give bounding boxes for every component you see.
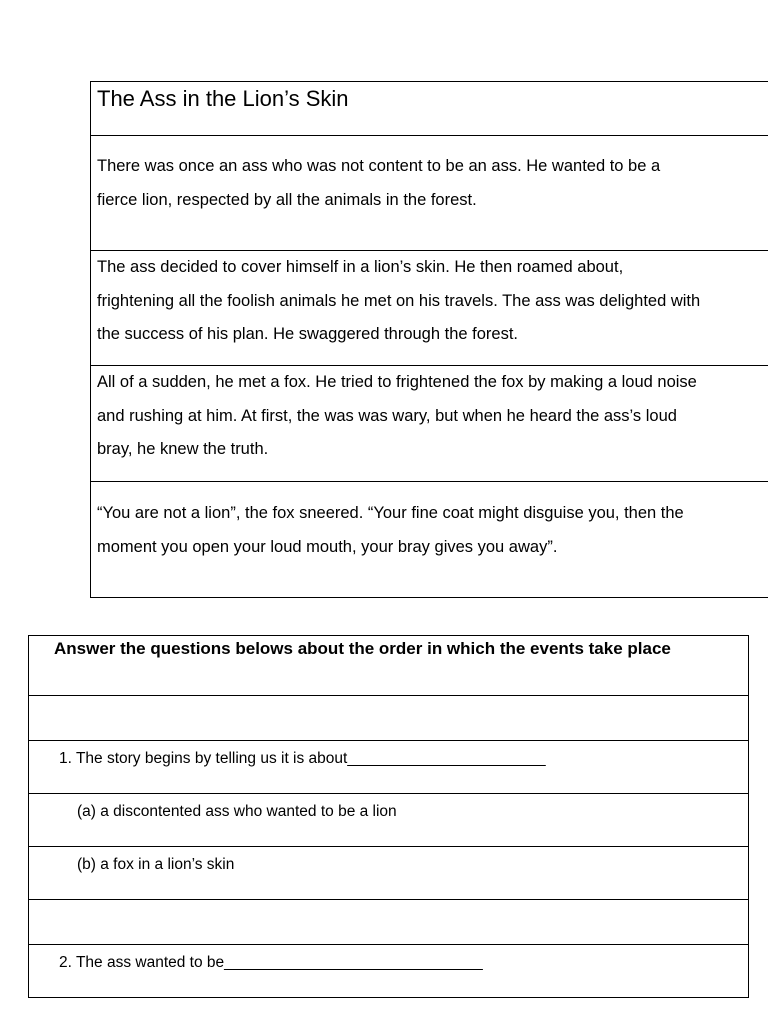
blank-row xyxy=(29,900,749,945)
line: All of a sudden, he met a fox. He tried to frightened the fox by making a loud noise xyxy=(97,373,697,391)
line: fierce lion, respected by all the animals in the forest. xyxy=(97,190,477,209)
question-1-option-a: (a) a discontented ass who wanted to be a lion xyxy=(29,794,749,847)
story-paragraph-2 xyxy=(91,251,768,366)
question-2: 2. The ass wanted to be______________________________ xyxy=(29,945,749,998)
line: moment you open your loud mouth, your bray gives you away”. xyxy=(97,537,558,556)
line: The ass decided to cover himself in a lion’s skin. He then roamed about, xyxy=(97,258,624,276)
line: frightening all the foolish animals he met on his travels. The ass was delighted with xyxy=(97,291,701,310)
question-1-option-b: (b) a fox in a lion’s skin xyxy=(29,847,749,900)
line: the success of his plan. He swaggered through the forest. xyxy=(97,325,518,343)
line: bray, he knew the truth. xyxy=(97,440,269,458)
story-title: The Ass in the Lion’s Skin xyxy=(91,82,768,136)
question-1: 1. The story begins by telling us it is about_______________________ xyxy=(29,741,749,794)
blank-row xyxy=(29,696,749,741)
story-table xyxy=(90,81,768,598)
line: and rushing at him. At first, the was was wary, but when he heard the ass’s loud xyxy=(97,406,677,425)
line: “You are not a lion”, the fox sneered. “Your fine coat might disguise you, then the xyxy=(97,504,684,522)
story-paragraph-3 xyxy=(91,366,768,482)
questions-heading: Answer the questions belows about the order in which the events take place xyxy=(29,636,749,696)
story-paragraph-1 xyxy=(91,136,768,251)
questions-table xyxy=(28,635,749,998)
line: There was once an ass who was not content to be an ass. He wanted to be a xyxy=(97,157,661,175)
story-paragraph-4 xyxy=(91,482,768,598)
